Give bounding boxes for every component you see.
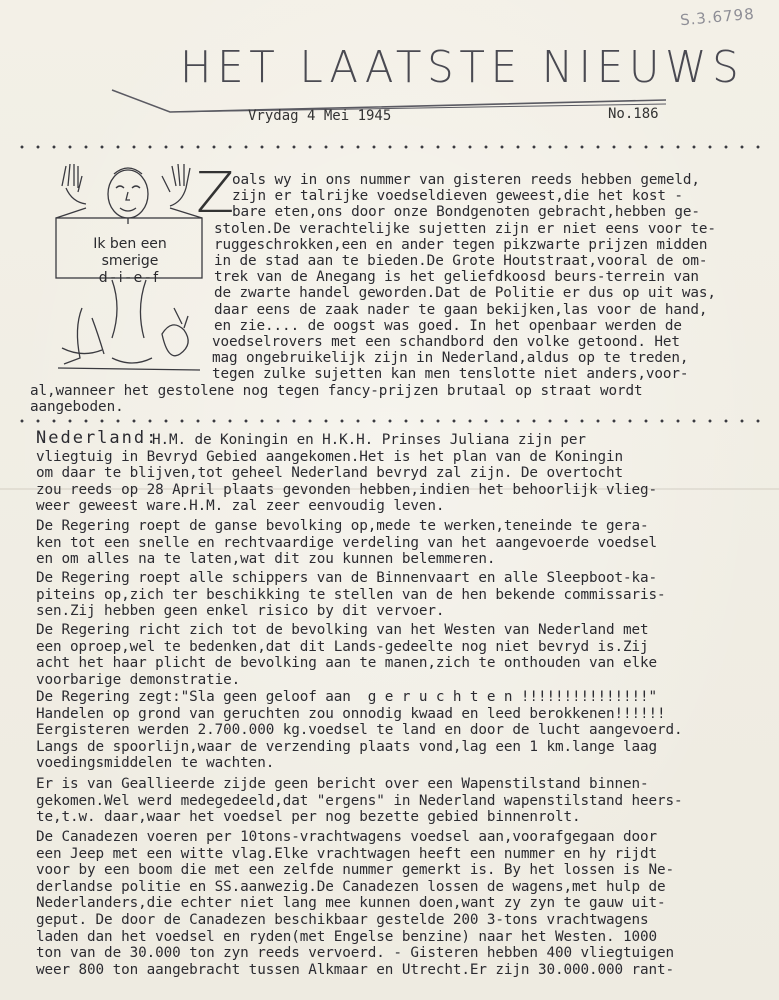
article2-line: weer geweest ware.H.M. zal zeer eenvoudig leven. (36, 498, 445, 515)
paragraph-line: Nederlanders,die echter niet lang mee kunnen doen,want zy zyn te gauw uit- (36, 895, 666, 912)
paragraph-line: weer 800 ton aangebracht tussen Alkmaar en Utrecht.Er zijn 30.000.000 rant- (36, 961, 675, 978)
article1-line: ruggeschrokken,een en ander tegen pikzwarte prijzen midden (214, 236, 708, 253)
paragraph-line: voedingsmiddelen te wachten. (36, 755, 275, 772)
paragraph-line: laden dan het voedsel en ryden(met Engelse benzine) naar het Westen. 1000 (36, 928, 658, 945)
cartoon-caption-line-2: smerige (101, 253, 159, 269)
paragraph-line: acht het haar plicht de bevolking aan te manen,zich te onthouden van elke (36, 655, 658, 672)
article2-line: vliegtuig in Bevryd Gebied aangekomen.Het is het plan van de Koningin (36, 448, 624, 465)
paragraph-line: gekomen.Wel werd medegedeeld,dat "ergens" in Nederland wapenstilstand heers- (36, 792, 683, 809)
paragraph-line: voor by een boom die met een zelfde nummer gemerkt is. By het lossen is Ne- (36, 862, 675, 879)
article2-lead-word: Nederland: (36, 428, 159, 448)
issue-date: Vrydag 4 Mei 1945 (248, 108, 392, 124)
article1-line: zijn er talrijke voedseldieven geweest,die het kost - (232, 188, 683, 205)
paragraph-line: piteins op,zich ter beschikking te stellen van de hen bekende commissaris- (36, 586, 666, 603)
article1-line: oals wy in ons nummer van gisteren reeds hebben gemeld, (232, 172, 700, 188)
paragraph-line: Langs de spoorlijn,waar de verzending plaats vond,lag een 1 km.lange laag (36, 738, 658, 755)
article1-line: en zie.... de oogst was goed. In het openbaar werden de (214, 317, 682, 334)
cartoon-caption (60, 236, 200, 287)
paragraph-line: Er is van Geallieerde zijde geen bericht over een Wapenstilstand binnen- (36, 776, 649, 792)
article1-line: de zwarte handel geworden.Dat de Politie er dus op uit was, (214, 285, 716, 302)
paragraph-line: De Canadezen voeren per 10tons-vrachtwagens voedsel aan,voorafgegaan door (36, 829, 658, 845)
paragraph-line: en om alles na te laten,wat dit zou kunnen belemmeren. (36, 551, 496, 568)
article1-drop-cap: Z (196, 161, 235, 226)
article1-line: aangeboden. (30, 398, 124, 415)
paragraph-line: te,t.w. daar,waar het voedsel per nog bezette gebied binnenrolt. (36, 809, 581, 826)
paragraph-line: geput. De door de Canadezen beschikbaar gestelde 200 3-tons vrachtwagens (36, 912, 649, 928)
paragraph-line: een oproep,wel te bedenken,dat dit Lands-gedeelte nog niet bevryd is.Zij (36, 638, 649, 655)
article2-line: H.M. de Koningin en H.K.H. Prinses Juliana zijn per (152, 432, 586, 448)
article1-line: in de stad aan te bieden.De Grote Houtstraat,vooral de om- (214, 253, 708, 269)
paragraph-line: een Jeep met een witte vlag.Elke vrachtwagen heeft een nummer en hy rijdt (36, 845, 658, 862)
paragraph-line: derlandse politie en SS.aanwezig.De Canadezen lossen de wagens,met hulp de (36, 878, 666, 895)
article1-line: voedselrovers met een schandbord den volke getoond. Het (212, 334, 680, 350)
cartoon-caption-line-1: Ik ben een (93, 236, 167, 252)
paragraph-line: Eergisteren werden 2.700.000 kg.voedsel te land en door de lucht aangevoerd. (36, 722, 683, 739)
article1-line: al,wanneer het gestolene nog tegen fancy-prijzen brutaal op straat wordt (30, 382, 643, 399)
paragraph-line: voorbarige demonstratie. (36, 671, 241, 688)
article2-line: zou reeds op 28 April plaats gevonden hebben,indien het behoorlijk vlieg- (36, 481, 658, 498)
article1-line: daar eens de zaak nader te gaan bekijken,las voor de hand, (214, 301, 708, 318)
cartoon-caption-line-3: d-i-e-f (98, 270, 162, 286)
masthead-title: HET LAATSTE NIEUWS (180, 42, 745, 93)
archive-pencil-mark: S.3.6798 (679, 4, 756, 30)
article1-line: bare eten,ons door onze Bondgenoten gebracht,hebben ge- (232, 204, 700, 221)
paragraph-line: De Regering roept alle schippers van de Binnenvaart en alle Sleepboot-ka- (36, 570, 658, 586)
article1-line: trek van de Anegang is het geliefdkoosd beurs-terrein van (214, 269, 699, 286)
paragraph-line: ton van de 30.000 ton zyn reeds vervoerd. - Gisteren hebben 400 vliegtuigen (36, 945, 675, 962)
paragraph-line: Handelen op grond van geruchten zou onnodig kwaad en leed berokkenen!!!!!! (36, 705, 666, 722)
dotted-rule-top (14, 144, 769, 150)
article1-line: mag ongebruikelijk zijn in Nederland,aldus op te treden, (212, 350, 689, 367)
paragraph-line: sen.Zij hebben geen enkel risico by dit vervoer. (36, 603, 445, 620)
paragraph-line: De Regering zegt:"Sla geen geloof aan g e r u c h t e n !!!!!!!!!!!!!!!" (36, 689, 658, 705)
dotted-rule-middle (14, 418, 769, 424)
issue-number: No.186 (608, 106, 659, 122)
paragraph-line: De Regering roept de ganse bevolking op,mede te werken,teneinde te gera- (36, 518, 649, 534)
article2-line: om daar te blijven,tot geheel Nederland bevryd zal zijn. De overtocht (36, 465, 624, 482)
paragraph-line: De Regering richt zich tot de bevolking van het Westen van Nederland met (36, 622, 649, 638)
paragraph-line: ken tot een snelle en rechtvaardige verdeling van het aangevoerde voedsel (36, 534, 658, 551)
article1-line: stolen.De verachtelijke sujetten zijn er niet eens voor te- (214, 220, 716, 237)
article1-line: tegen zulke sujetten kan men tenslotte niet anders,voor- (212, 366, 689, 383)
